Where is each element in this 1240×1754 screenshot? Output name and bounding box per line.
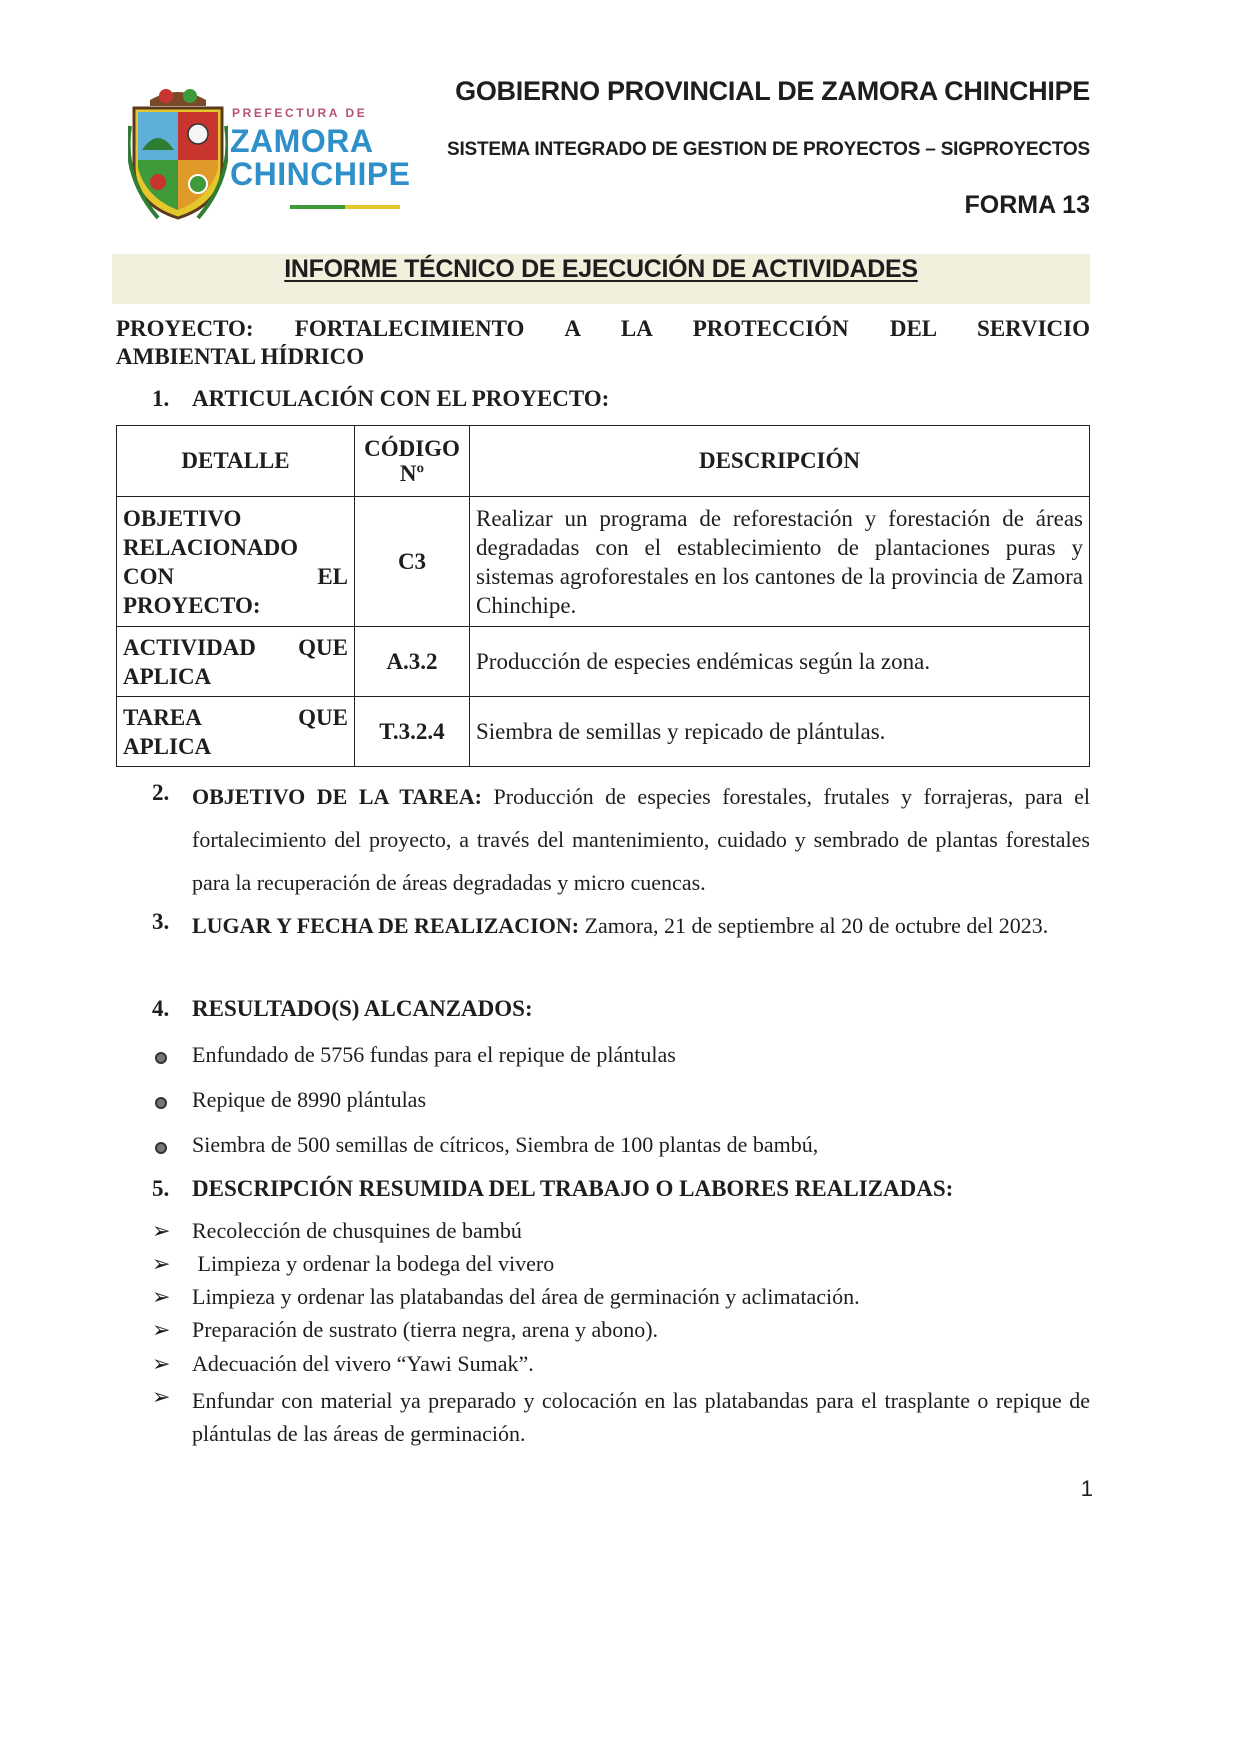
result-item: Siembra de 500 semillas de cítricos, Siembra de 100 plantas de bambú, [192,1132,819,1157]
row-description: Realizar un programa de reforestación y forestación de áreas degradadas con el establecimiento de plantaciones puras y sistemas agroforestales en los cantones de la provincia de Zamora Chinchipe. [470,497,1090,627]
table-row [117,697,1090,767]
logo-prefectura-text: PREFECTURA DE [232,106,368,120]
labor-item: Limpieza y ordenar la bodega del vivero [192,1251,555,1276]
section-1-title: ARTICULACIÓN CON EL PROYECTO: [192,386,610,411]
result-item: Repique de 8990 plántulas [192,1087,427,1112]
logo-chinchipe-text: CHINCHIPE [230,156,411,192]
label-word: RELACIONADO [123,534,299,560]
section-3-title: LUGAR Y FECHA DE REALIZACION: [192,913,580,938]
section-1-number: 1. [152,386,170,411]
arrow-bullet-icon: ➢ [152,1251,171,1276]
section-2-title: OBJETIVO DE LA TAREA: [192,784,482,809]
header-detalle: DETALLE [117,426,355,497]
label-word: APLICA [123,663,212,689]
label-word: EL [317,563,348,589]
section-5-title: DESCRIPCIÓN RESUMIDA DEL TRABAJO O LABORES REALIZADAS: [192,1176,954,1201]
bullet-dot-icon [155,1052,167,1064]
section-2-text: Producción de especies forestales, frutales y forrajeras, para el fortalecimiento del proyecto, a través del mantenimiento, cuidado y sembrado de plantas forestales para la recuperación de áreas degradadas y micro cuencas. [192,784,1090,895]
coat-of-arms-icon [128,86,228,226]
labor-item: Adecuación del vivero “Yawi Sumak”. [192,1351,534,1376]
row-code: C3 [355,497,470,627]
logo-zamora-text: ZAMORA [230,123,374,159]
labor-item: Recolección de chusquines de bambú [192,1218,522,1243]
report-title: INFORME TÉCNICO DE EJECUCIÓN DE ACTIVIDADES [284,255,918,283]
label-word: QUE [298,634,348,660]
section-3-number: 3. [152,909,170,934]
arrow-bullet-icon: ➢ [152,1384,171,1409]
label-word: ACTIVIDAD [123,634,256,660]
arrow-bullet-icon: ➢ [152,1284,171,1309]
header-codigo [355,426,470,497]
arrow-bullet-icon: ➢ [152,1317,171,1342]
labor-item: Limpieza y ordenar las platabandas del área de germinación y aclimatación. [192,1284,860,1309]
section-2-number: 2. [152,780,170,805]
table-header-row [117,426,1090,497]
section-4-title: RESULTADO(S) ALCANZADOS: [192,996,533,1021]
result-item: Enfundado de 5756 fundas para el repique de plántulas [192,1042,676,1067]
label-word: CON [123,563,175,589]
articulation-table [116,425,1090,767]
logo-underline [290,205,400,209]
label-line [123,633,348,662]
table-row [117,627,1090,697]
row-description: Siembra de semillas y repicado de plántulas. [470,697,1090,767]
arrow-bullet-icon: ➢ [152,1351,171,1376]
label-word: APLICA [123,733,212,759]
label-line [123,703,348,732]
header-title: GOBIERNO PROVINCIAL DE ZAMORA CHINCHIPE [455,76,1090,106]
header-codigo-no: Nº [399,461,425,486]
arrow-bullet-icon: ➢ [152,1218,171,1243]
project-name-line2: AMBIENTAL HÍDRICO [116,344,365,369]
label-word: PROYECTO: [123,592,261,618]
project-name-line1: PROYECTO: FORTALECIMIENTO A LA PROTECCIÓN DEL SERVICIO [116,316,1090,341]
section-3-text: Zamora, 21 de septiembre al 20 de octubre del 2023. [584,913,1049,938]
header-codigo-text: CÓDIGO [364,436,460,461]
page-number: 1 [1080,1476,1093,1501]
bullet-dot-icon [155,1142,167,1154]
row-label-actividad [117,627,355,697]
section-4-number: 4. [152,996,170,1021]
labor-item: Enfundar con material ya preparado y colocación en las platabandas para el trasplante o repique de plántulas de las áreas de germinación. [192,1388,1090,1446]
row-code: A.3.2 [355,627,470,697]
section-2-paragraph [192,775,1090,904]
row-label-objetivo [117,497,355,627]
row-description: Producción de especies endémicas según la zona. [470,627,1090,697]
row-label-tarea [117,697,355,767]
header-descripcion: DESCRIPCIÓN [470,426,1090,497]
label-word: TAREA [123,704,201,730]
label-word: QUE [298,704,348,730]
bullet-dot-icon [155,1097,167,1109]
section-3-paragraph [192,904,1090,947]
row-code: T.3.2.4 [355,697,470,767]
section-5-number: 5. [152,1176,170,1201]
form-number: FORMA 13 [964,191,1090,219]
table-row [117,497,1090,627]
label-word: OBJETIVO [123,505,242,531]
header-subtitle: SISTEMA INTEGRADO DE GESTION DE PROYECTOS – SIGPROYECTOS [446,139,1090,160]
label-line [123,562,348,591]
labor-item: Preparación de sustrato (tierra negra, arena y abono). [192,1317,659,1342]
